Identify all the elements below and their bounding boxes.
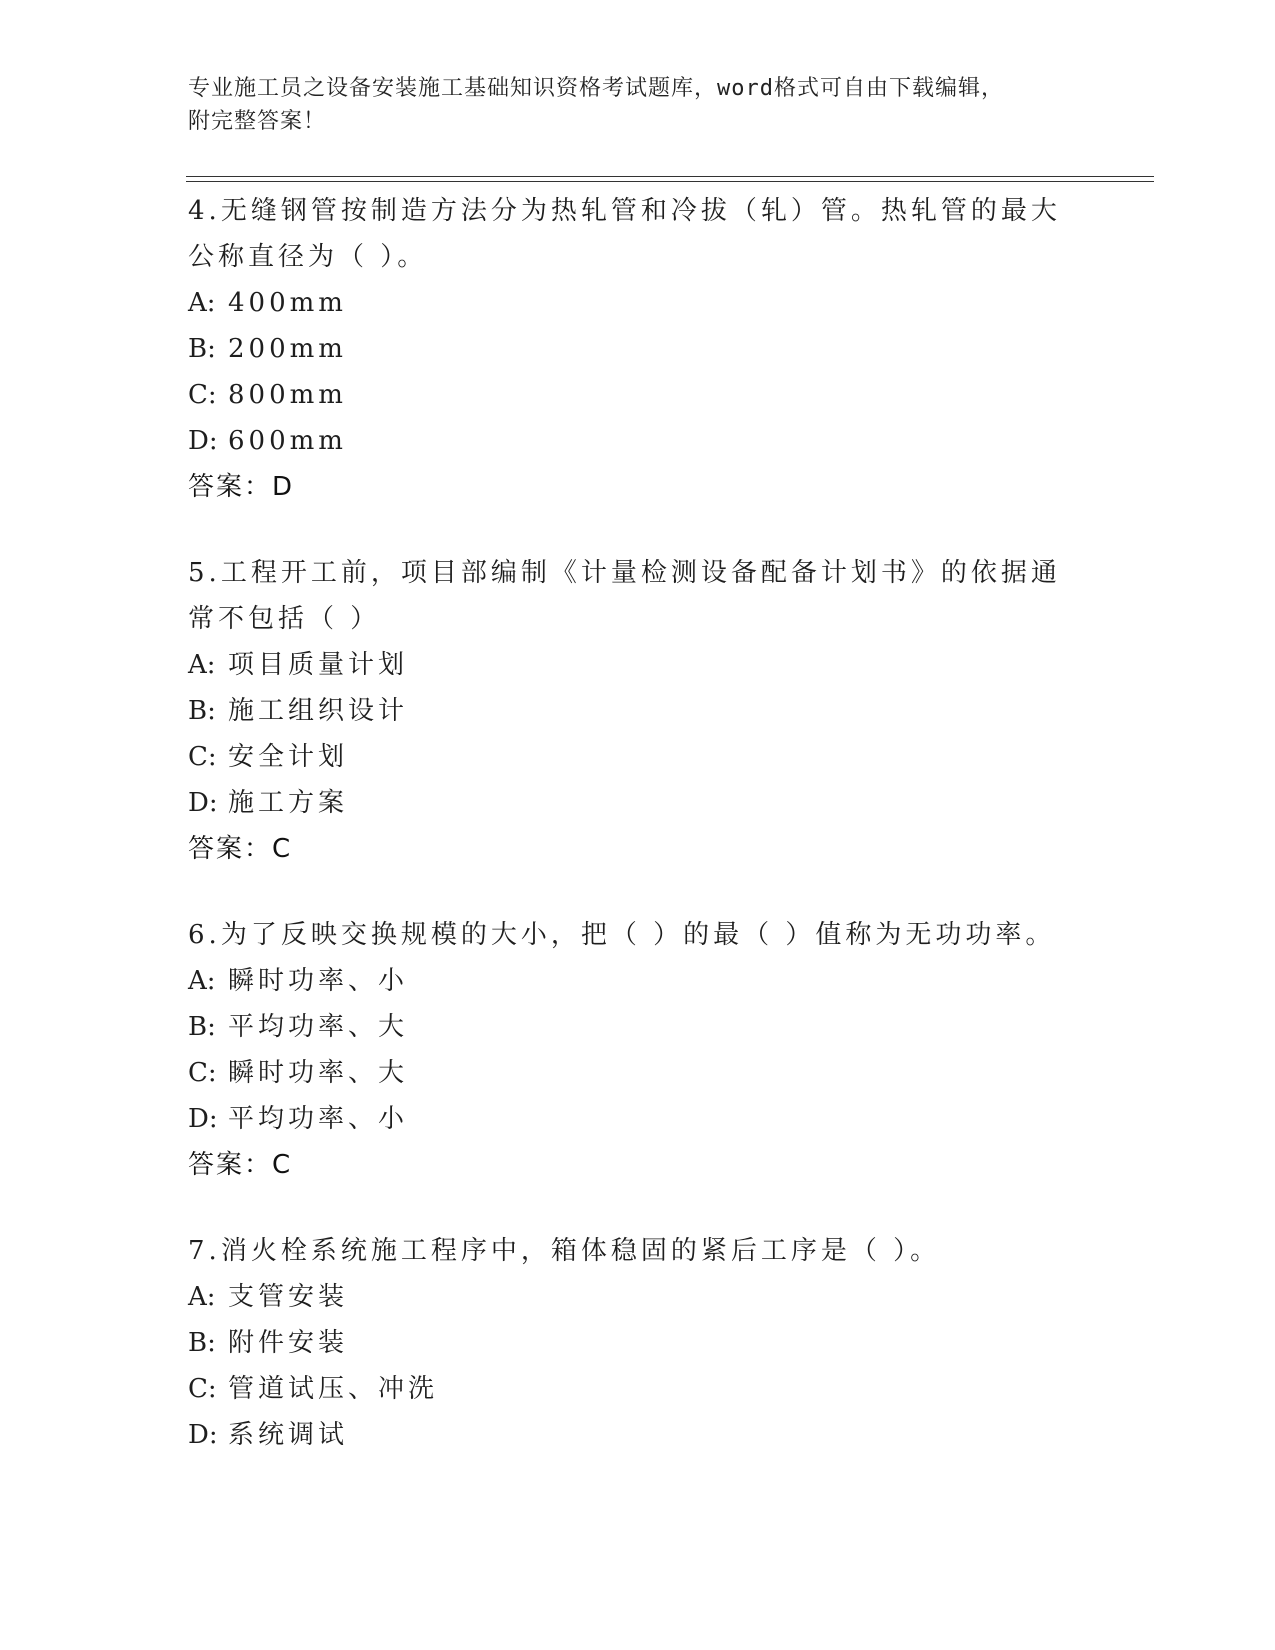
question-text: 工程开工前，项目部编制《计量检测设备配备计划书》的依据通常不包括（ ）: [188, 558, 1061, 634]
option-text: 管道试压、冲洗: [228, 1374, 439, 1404]
option-c: [188, 734, 1088, 780]
option-d: [188, 418, 1088, 464]
option-text: 施工组织设计: [228, 696, 409, 726]
header-divider-bottom: [186, 181, 1154, 182]
question-stem: [188, 188, 1088, 280]
question-stem: [188, 912, 1088, 958]
question-stem: [188, 550, 1088, 642]
option-letter: B:: [188, 334, 216, 364]
option-d: [188, 780, 1088, 826]
answer-line: 答案：C: [188, 1150, 293, 1180]
option-letter: D:: [188, 1420, 218, 1450]
option-a: [188, 958, 1088, 1004]
option-letter: A:: [188, 966, 216, 996]
option-text: 项目质量计划: [228, 650, 409, 680]
header-divider-top: [186, 176, 1154, 177]
option-letter: A:: [188, 650, 216, 680]
question-stem: [188, 1228, 1088, 1274]
option-text: 600mm: [228, 426, 347, 456]
question-number: 5.: [188, 558, 221, 588]
option-text: 附件安装: [228, 1328, 349, 1358]
option-letter: B:: [188, 1328, 216, 1358]
option-b: [188, 326, 1088, 372]
option-text: 400mm: [228, 288, 347, 318]
option-letter: C:: [188, 1058, 217, 1088]
option-text: 安全计划: [228, 742, 349, 772]
option-letter: B:: [188, 1012, 216, 1042]
option-letter: C:: [188, 742, 217, 772]
question-number: 4.: [188, 196, 221, 226]
option-a: [188, 642, 1088, 688]
option-c: [188, 372, 1088, 418]
answer-line: 答案：C: [188, 834, 293, 864]
option-text: 800mm: [228, 380, 347, 410]
option-c: [188, 1366, 1088, 1412]
option-text: 系统调试: [228, 1420, 349, 1450]
answer-line: 答案：D: [188, 472, 295, 502]
question-7: [188, 1228, 1088, 1458]
option-letter: B:: [188, 696, 216, 726]
question-text: 为了反映交换规模的大小，把（ ）的最（ ）值称为无功功率。: [220, 920, 1056, 950]
option-letter: C:: [188, 1374, 217, 1404]
option-text: 200mm: [228, 334, 347, 364]
option-text: 瞬时功率、小: [228, 966, 409, 996]
question-number: 6.: [188, 920, 221, 950]
option-letter: A:: [188, 288, 216, 318]
option-text: 平均功率、小: [228, 1104, 409, 1134]
question-4: [188, 188, 1088, 510]
option-d: [188, 1412, 1088, 1458]
header-line-1: 专业施工员之设备安装施工基础知识资格考试题库，word格式可自由下载编辑，: [188, 76, 1004, 101]
question-5: [188, 550, 1088, 872]
document-header: [188, 72, 1068, 138]
option-d: [188, 1096, 1088, 1142]
option-text: 瞬时功率、大: [228, 1058, 409, 1088]
option-text: 施工方案: [228, 788, 349, 818]
question-text: 无缝钢管按制造方法分为热轧管和冷拔（轧）管。热轧管的最大公称直径为（ ）。: [188, 196, 1061, 272]
option-letter: D:: [188, 1104, 218, 1134]
question-list: [188, 188, 1088, 1498]
option-letter: C:: [188, 380, 217, 410]
option-letter: D:: [188, 426, 218, 456]
option-b: [188, 1320, 1088, 1366]
option-letter: D:: [188, 788, 218, 818]
option-c: [188, 1050, 1088, 1096]
option-text: 支管安装: [228, 1282, 349, 1312]
option-b: [188, 688, 1088, 734]
option-a: [188, 1274, 1088, 1320]
question-text: 消火栓系统施工程序中，箱体稳固的紧后工序是（ ）。: [220, 1236, 941, 1266]
option-letter: A:: [188, 1282, 216, 1312]
option-text: 平均功率、大: [228, 1012, 409, 1042]
option-a: [188, 280, 1088, 326]
header-line-2: 附完整答案！: [188, 109, 327, 134]
question-number: 7.: [188, 1236, 221, 1266]
question-6: [188, 912, 1088, 1188]
option-b: [188, 1004, 1088, 1050]
